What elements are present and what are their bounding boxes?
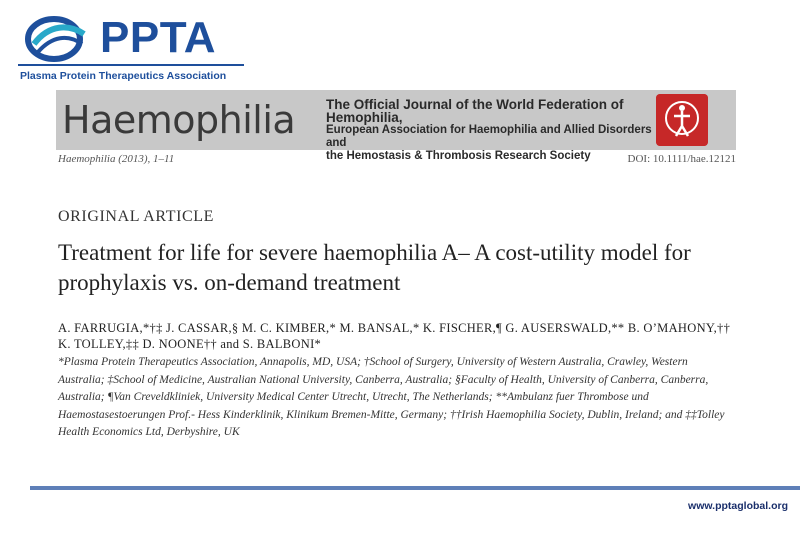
wfh-emblem-icon [656,94,708,146]
ppta-tagline: Plasma Protein Therapeutics Association [20,70,227,82]
ppta-logo [18,10,246,82]
logo-divider [18,64,244,66]
footer-rule [30,486,800,490]
section-label: ORIGINAL ARTICLE [58,208,215,225]
author-list: A. FARRUGIA,*†‡ J. CASSAR,§ M. C. KIMBER,* M. BANSAL,* K. FISCHER,¶ G. AUSERSWALD,** B. O’MAHONY,†† K. TOLLEY,‡‡ D. NOONE†† and S. BALBONI* [58,321,731,351]
journal-name: Haemophilia [62,98,296,142]
journal-desc-line3: the Hemostasis & Thrombosis Research Society [326,150,591,162]
journal-desc-line1: The Official Journal of the World Federation of Hemophilia, [326,97,624,125]
doi: DOI: 10.1111/hae.12121 [627,153,736,165]
footer-url: www.pptaglobal.org [688,500,788,512]
journal-desc-line2: European Association for Haemophilia and Allied Disorders and [326,124,652,149]
affiliations: *Plasma Protein Therapeutics Association, Annapolis, MD, USA; †School of Surgery, University of Western Australia, Crawley, Western Australia; ‡School of Medicine, Australian National University, Canberra, Australia; §Faculty of Health, University of Canberra, Canberra, Australia; ¶Van Creveldkliniek, University Medical Center Utrecht, Utrecht, The Netherlands; **Ambulanz fuer Thrombose und Haemostasestoerungen Prof.- Hess Kinderklinik, Klinikum Bremen-Mitte, Germany; ††Irish Haemophilia Society, Dublin, Ireland; and ‡‡Tolley Health Economics Ltd, Derbyshire, UK [58,356,725,438]
article-title: Treatment for life for severe haemophilia A– A cost-utility model for prophylaxis vs. on-demand treatment [58,240,691,295]
ppta-wordmark: PPTA [100,13,217,62]
ppta-swirl-icon [24,14,94,64]
journal-description [326,98,656,163]
citation: Haemophilia (2013), 1–11 [58,153,175,165]
article-excerpt [56,90,736,450]
